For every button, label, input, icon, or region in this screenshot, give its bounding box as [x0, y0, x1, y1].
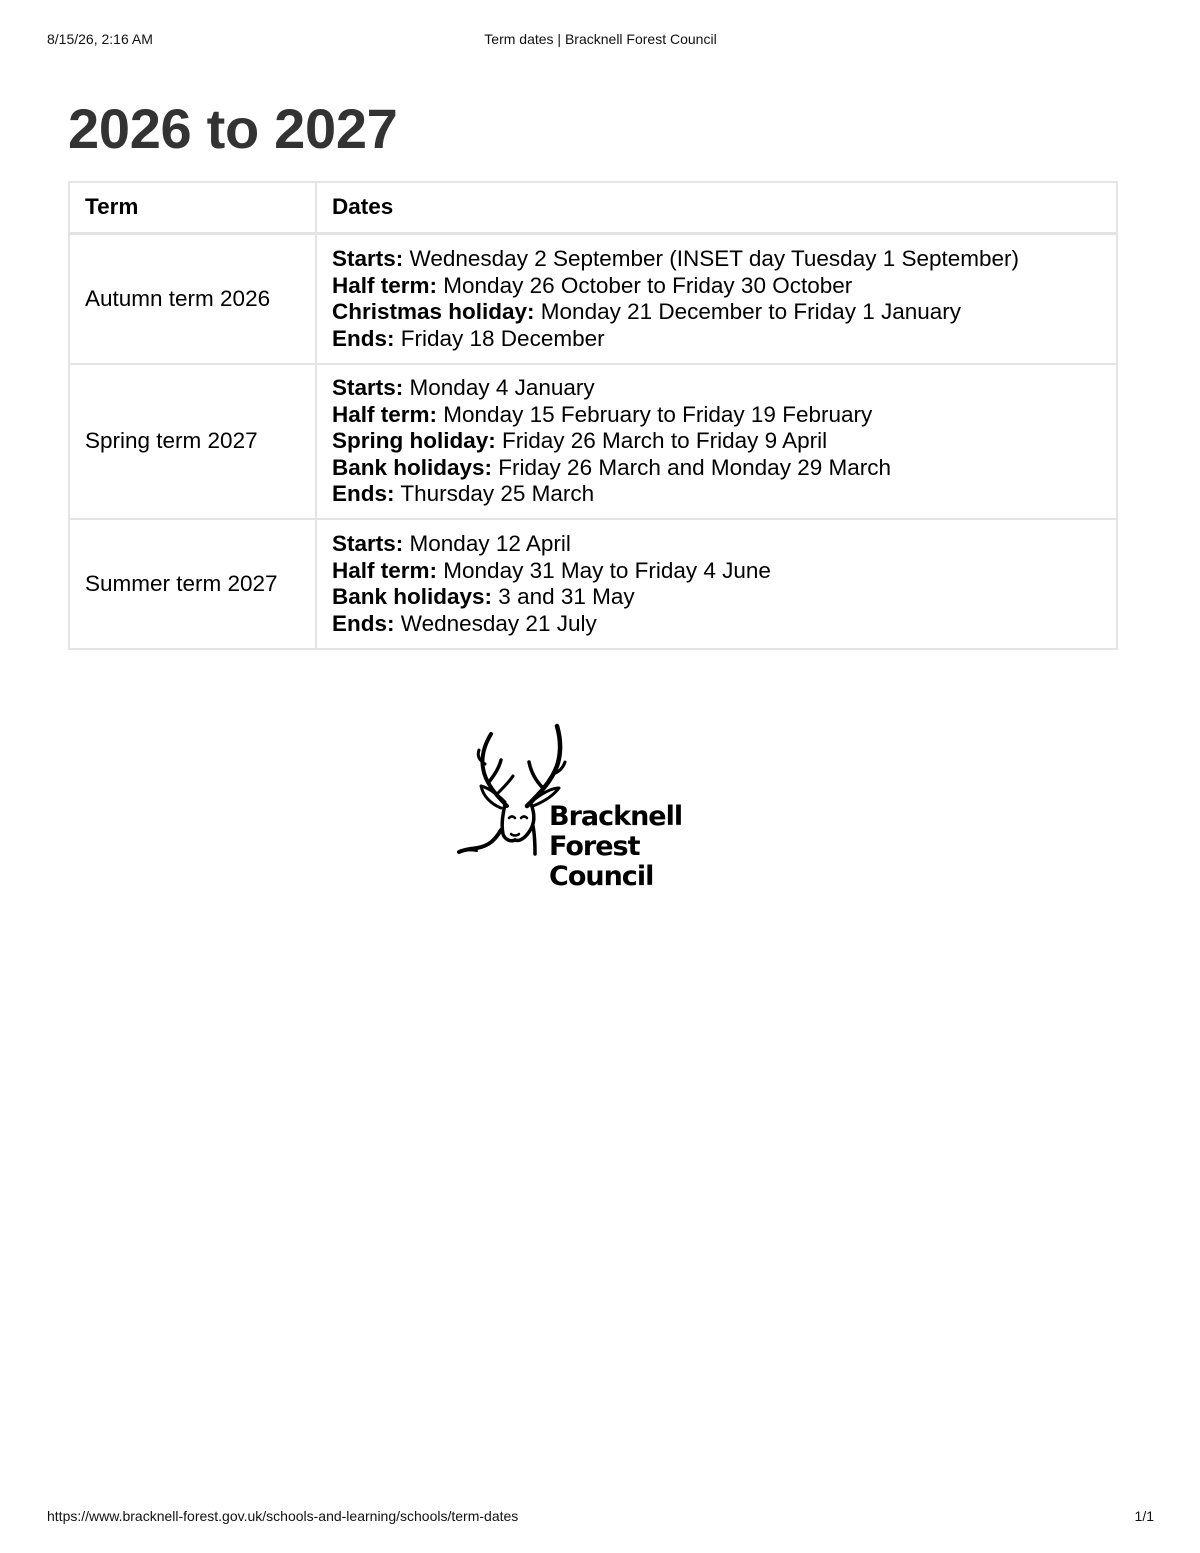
council-logo	[455, 722, 683, 898]
table-row	[69, 234, 1117, 365]
table-row	[69, 519, 1117, 649]
date-label: Ends:	[332, 610, 395, 636]
date-label: Half term:	[332, 557, 438, 583]
date-line	[332, 375, 1101, 402]
term-dates-table	[68, 181, 1118, 650]
date-line	[332, 326, 1101, 353]
term-name: Autumn term 2026	[69, 234, 316, 365]
date-line	[332, 273, 1101, 300]
term-name: Summer term 2027	[69, 519, 316, 649]
date-line	[332, 531, 1101, 558]
print-page-number: 1/1	[1134, 1508, 1154, 1524]
date-value: Friday 18 December	[394, 325, 605, 351]
logo-wordmark	[549, 802, 682, 892]
term-dates	[316, 234, 1117, 365]
date-label: Spring holiday:	[332, 428, 496, 454]
date-label: Starts:	[332, 375, 404, 401]
date-label: Bank holidays:	[332, 584, 493, 609]
date-line	[332, 558, 1101, 585]
date-line	[332, 584, 1101, 611]
date-label: Half term:	[332, 272, 438, 298]
column-header-dates: Dates	[316, 182, 1117, 234]
date-label: Starts:	[332, 246, 404, 271]
date-label: Half term:	[332, 401, 438, 427]
date-value: 3 and 31 May	[492, 584, 635, 609]
date-line	[332, 299, 1101, 326]
date-value: Friday 26 March and Monday 29 March	[492, 454, 891, 480]
date-label: Ends:	[332, 481, 395, 507]
print-datetime: 8/15/26, 2:16 AM	[47, 31, 153, 47]
page-title: 2026 to 2027	[68, 97, 398, 160]
table-row	[69, 364, 1117, 519]
date-line	[332, 481, 1101, 508]
date-value: Monday 4 January	[403, 375, 595, 401]
date-value: Wednesday 2 September (INSET day Tuesday 1 September)	[403, 246, 1020, 271]
date-value: Monday 31 May to Friday 4 June	[437, 557, 771, 583]
date-value: Thursday 25 March	[394, 481, 595, 507]
logo-line: Bracknell	[549, 801, 683, 832]
logo-line: Forest	[549, 831, 640, 862]
print-page-title: Term dates | Bracknell Forest Council	[484, 31, 717, 47]
print-header	[47, 31, 1154, 49]
date-label: Starts:	[332, 531, 404, 556]
term-dates	[316, 364, 1117, 519]
date-value: Monday 21 December to Friday 1 January	[534, 299, 962, 324]
date-line	[332, 611, 1101, 638]
date-value: Monday 26 October to Friday 30 October	[437, 272, 853, 298]
date-value: Monday 15 February to Friday 19 February	[437, 401, 873, 427]
date-value: Monday 12 April	[403, 531, 571, 556]
date-value: Wednesday 21 July	[394, 610, 597, 636]
date-value: Friday 26 March to Friday 9 April	[495, 428, 828, 454]
date-line	[332, 455, 1101, 482]
print-url: https://www.bracknell-forest.gov.uk/schools-and-learning/schools/term-dates	[47, 1508, 519, 1524]
date-line	[332, 246, 1101, 273]
date-line	[332, 402, 1101, 429]
date-label: Christmas holiday:	[332, 299, 535, 324]
print-footer	[47, 1508, 1154, 1526]
date-label: Bank holidays:	[332, 454, 493, 480]
term-name: Spring term 2027	[69, 364, 316, 519]
table-header-row	[69, 182, 1117, 234]
column-header-term: Term	[69, 182, 316, 234]
logo-line: Council	[549, 861, 654, 892]
date-line	[332, 428, 1101, 455]
date-label: Ends:	[332, 325, 395, 351]
term-dates	[316, 519, 1117, 649]
